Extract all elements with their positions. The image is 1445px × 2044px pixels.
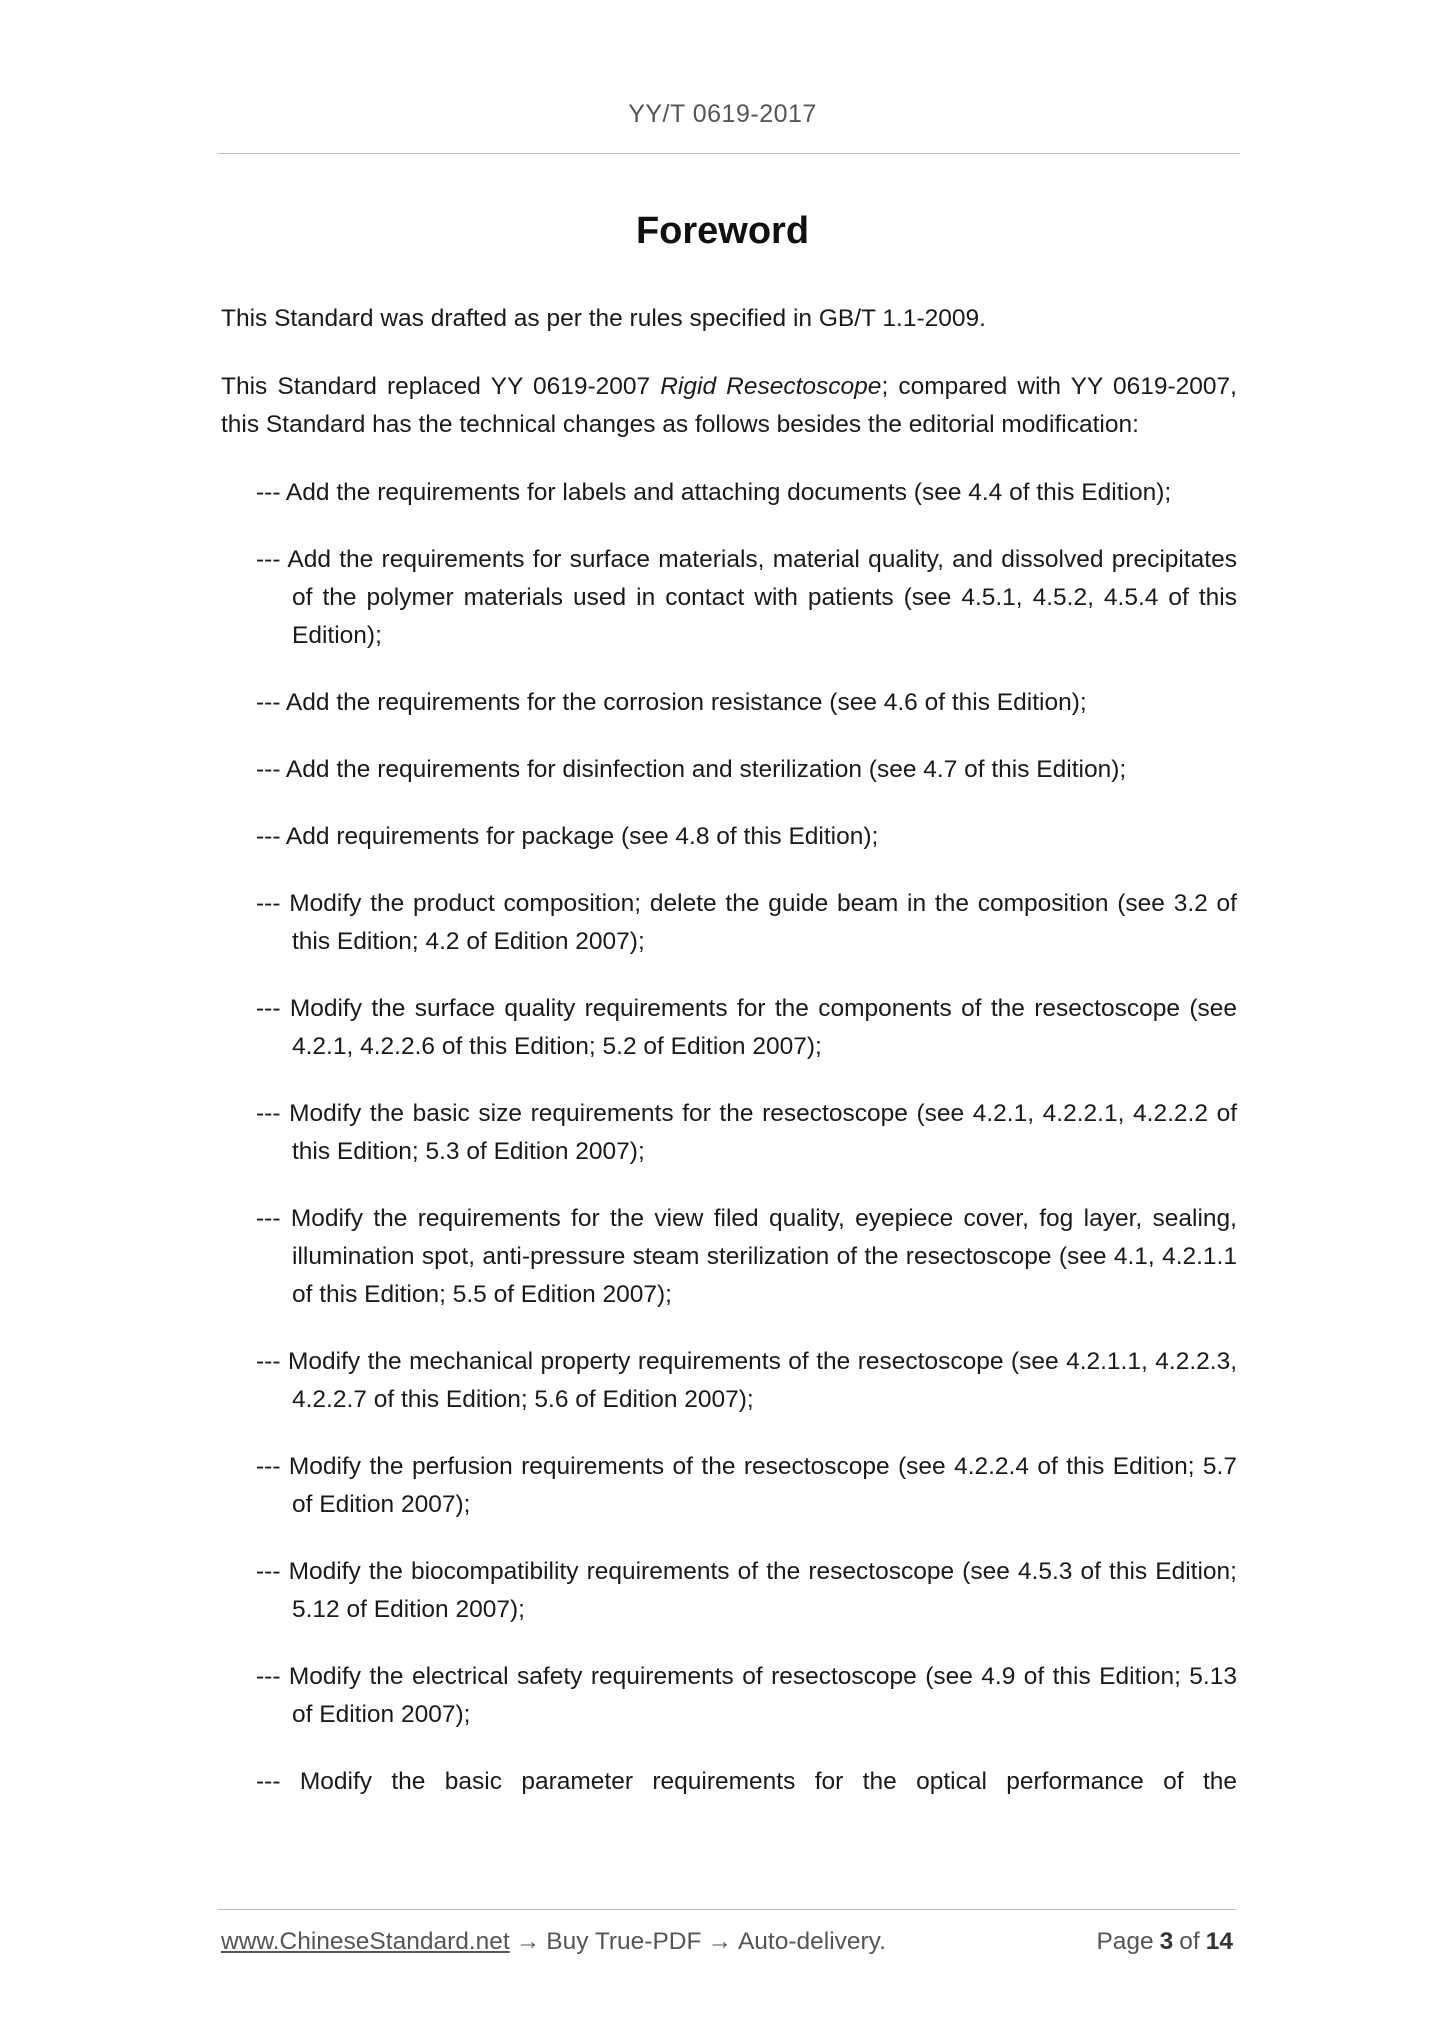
- change-item: --- Modify the mechanical property requirements of the resectoscope (see 4.2.1.1, 4.2.2.3, 4.2.2.7 of this Edition; 5.6 of Edition 2007);: [256, 1348, 1237, 1413]
- change-item: --- Modify the requirements for the view filed quality, eyepiece cover, fog layer, sealing, illumination spot, anti-pressure steam sterilization of the resectoscope (see 4.1, 4.2.1.1 of this Edition; 5.5 of Edition 2007);: [256, 1205, 1237, 1308]
- replacement-paragraph: [221, 368, 1237, 444]
- foreword-body: [221, 300, 1237, 1801]
- change-item: --- Modify the surface quality requirements for the components of the resectoscope (see 4.2.1, 4.2.2.6 of this Edition; 5.2 of Edition 2007);: [256, 995, 1237, 1060]
- change-item: --- Modify the electrical safety requirements of resectoscope (see 4.9 of this Edition; 5.13 of Edition 2007);: [256, 1663, 1237, 1728]
- total-pages: 14: [1205, 1928, 1233, 1955]
- arrow-right-icon: →: [515, 1928, 541, 1955]
- drafting-rules-text: This Standard was drafted as per the rules specified in GB/T 1.1-2009.: [221, 305, 986, 332]
- page-number: [1096, 1928, 1233, 1956]
- change-item: --- Modify the basic parameter requirements for the optical performance of the: [256, 1768, 1237, 1795]
- drafting-rules-paragraph: [221, 300, 1237, 338]
- current-page: 3: [1159, 1928, 1174, 1955]
- change-item: --- Add the requirements for disinfection and sterilization (see 4.7 of this Edition);: [256, 756, 1127, 783]
- header-divider: [218, 153, 1240, 154]
- footer-promo: [221, 1928, 886, 1956]
- change-item: --- Modify the basic size requirements for the resectoscope (see 4.2.1, 4.2.2.1, 4.2.2.2 of this Edition; 5.3 of Edition 2007);: [256, 1100, 1237, 1165]
- document-code-header: YY/T 0619-2017: [628, 100, 817, 128]
- change-item: --- Modify the product composition; delete the guide beam in the composition (see 3.2 of this Edition; 4.2 of Edition 2007);: [256, 890, 1237, 955]
- change-item: --- Add the requirements for surface materials, material quality, and dissolved precipitates of the polymer materials used in contact with patients (see 4.5.1, 4.5.2, 4.5.4 of this Edition);: [256, 546, 1237, 649]
- replacement-text-end: ; compared with YY 0619-2007, this Standard has the technical changes as follows besides the editorial modification:: [221, 373, 1237, 438]
- change-item: --- Add requirements for package (see 4.8 of this Edition);: [256, 823, 879, 850]
- change-item: --- Add the requirements for labels and attaching documents (see 4.4 of this Edition);: [256, 479, 1172, 506]
- page-title: Foreword: [635, 210, 810, 252]
- buy-pdf-text: Buy True-PDF: [546, 1928, 702, 1955]
- arrow-right-icon: →: [707, 1928, 732, 1955]
- change-item: --- Add the requirements for the corrosion resistance (see 4.6 of this Edition);: [256, 689, 1087, 716]
- standard-title-italic: Rigid Resectoscope: [660, 373, 882, 400]
- auto-delivery-text: Auto-delivery.: [737, 1928, 886, 1955]
- change-item: --- Modify the biocompatibility requirements of the resectoscope (see 4.5.3 of this Edition; 5.12 of Edition 2007);: [256, 1558, 1237, 1623]
- footer-divider: [218, 1909, 1236, 1910]
- page-label: Page: [1096, 1928, 1154, 1955]
- website-link[interactable]: www.ChineseStandard.net: [221, 1928, 510, 1955]
- page-footer: [221, 1928, 1233, 1962]
- replacement-text-start: This Standard replaced YY 0619-2007: [221, 373, 661, 400]
- of-label: of: [1179, 1928, 1200, 1955]
- change-item: --- Modify the perfusion requirements of the resectoscope (see 4.2.2.4 of this Edition; 5.7 of Edition 2007);: [256, 1453, 1237, 1518]
